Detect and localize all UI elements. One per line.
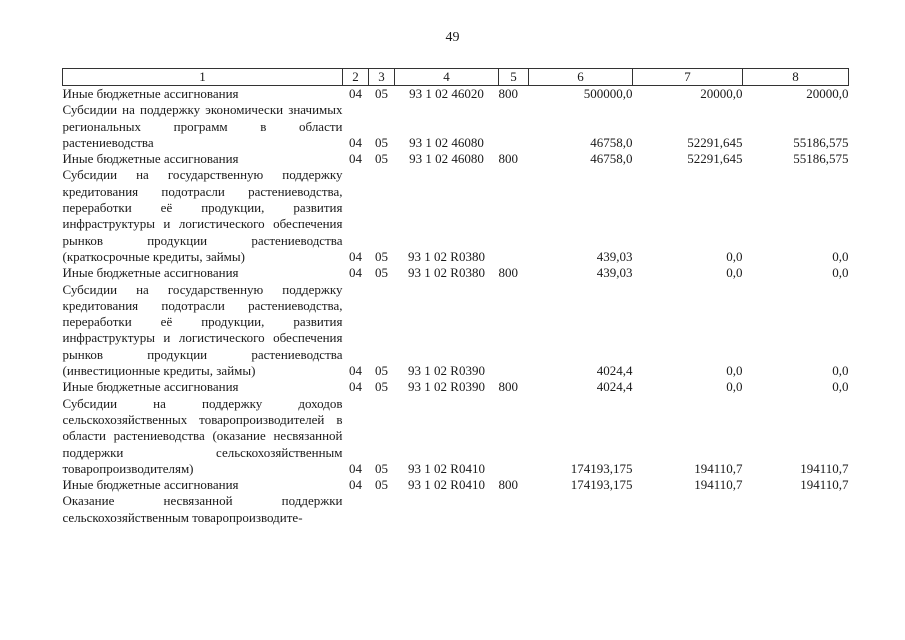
row-amount-col7: 0,0 — [726, 248, 743, 264]
page-number: 49 — [445, 30, 460, 45]
row-amount-col7: 52291,645 — [687, 151, 743, 167]
row-name: Субсидии на государственную поддержку кредитования подотрасли растениеводства, переработки её продукции, развития инфраструктуры и логистического обеспечения рынков продукции растениеводства (инвестиционные кредиты, займы) — [62, 281, 343, 379]
column-header-3: 3 — [369, 69, 395, 86]
column-header-7: 7 — [633, 69, 743, 86]
row-amount-col8: 194110,7 — [800, 460, 849, 476]
row-name: Субсидии на поддержку экономически значимых региональных программ в области растениеводства — [62, 102, 343, 150]
row-code-section: 04 — [349, 134, 362, 150]
table-row — [63, 151, 849, 167]
row-name: Иные бюджетные ассигнования — [62, 151, 239, 167]
row-expense-type — [499, 396, 529, 477]
budget-table — [62, 68, 849, 526]
table-row — [63, 265, 849, 281]
row-code-section: 04 — [349, 363, 362, 379]
row-amount-col8: 20000,0 — [806, 86, 849, 101]
row-expense-type: 800 — [498, 86, 518, 101]
row-target-article: 93 1 02 R0410 — [408, 477, 485, 493]
row-amount-col7: 0,0 — [726, 363, 743, 379]
row-code-section: 04 — [349, 379, 362, 395]
row-amount-col8: 0,0 — [832, 363, 849, 379]
row-expense-type: 800 — [498, 265, 518, 281]
row-target-article: 93 1 02 R0380 — [408, 265, 485, 281]
row-code-subsection: 05 — [375, 477, 388, 493]
row-code-subsection: 05 — [375, 265, 388, 281]
row-code-section: 04 — [349, 460, 362, 476]
row-expense-type: 800 — [498, 477, 518, 493]
row-name: Иные бюджетные ассигнования — [62, 379, 239, 395]
row-target-article: 93 1 02 46080 — [409, 151, 484, 167]
table-row — [63, 86, 849, 103]
row-amount-col6 — [529, 493, 633, 526]
row-amount-col6: 500000,0 — [583, 86, 633, 101]
row-amount-col8: 55186,575 — [793, 151, 849, 167]
row-amount-col8: 0,0 — [832, 248, 849, 264]
row-code-section: 04 — [349, 477, 362, 493]
row-code-section: 04 — [349, 248, 362, 264]
row-amount-col7: 194110,7 — [694, 460, 743, 476]
column-header-2: 2 — [343, 69, 369, 86]
row-amount-col7: 20000,0 — [700, 86, 743, 101]
row-target-article: 93 1 02 R0390 — [408, 379, 485, 395]
row-target-article — [395, 493, 499, 526]
row-code-subsection: 05 — [375, 363, 388, 379]
table-row — [63, 282, 849, 380]
row-amount-col7: 0,0 — [726, 379, 743, 395]
column-header-6: 6 — [529, 69, 633, 86]
column-header-4: 4 — [395, 69, 499, 86]
row-code-subsection: 05 — [375, 248, 388, 264]
table-row — [63, 477, 849, 493]
row-expense-type — [499, 493, 529, 526]
row-amount-col6: 174193,175 — [570, 460, 633, 476]
row-expense-type: 800 — [498, 151, 518, 167]
row-amount-col6: 4024,4 — [596, 379, 633, 395]
row-amount-col6: 439,03 — [596, 265, 633, 281]
row-amount-col7: 0,0 — [726, 265, 743, 281]
table-body — [63, 86, 849, 527]
table-row — [63, 396, 849, 477]
row-target-article: 93 1 02 46020 — [409, 86, 484, 101]
row-name: Субсидии на государственную поддержку кредитования подотрасли растениеводства, переработки её продукции, развития инфраструктуры и логистического обеспечения рынков продукции растениеводства (краткосрочные кредиты, займы) — [62, 167, 343, 264]
row-expense-type: 800 — [498, 379, 518, 395]
row-expense-type — [499, 167, 529, 265]
row-name: Иные бюджетные ассигнования — [62, 477, 239, 493]
row-amount-col8: 0,0 — [832, 265, 849, 281]
row-code-section — [343, 493, 369, 526]
table-row — [63, 102, 849, 151]
row-amount-col8: 0,0 — [832, 379, 849, 395]
row-amount-col7: 52291,645 — [687, 134, 743, 150]
row-expense-type — [499, 102, 529, 151]
row-amount-col8: 194110,7 — [800, 477, 849, 493]
row-amount-col6: 439,03 — [596, 248, 633, 264]
row-code-subsection: 05 — [375, 151, 388, 167]
column-header-1: 1 — [63, 69, 343, 86]
row-code-section: 04 — [349, 265, 362, 281]
row-code-subsection: 05 — [375, 134, 388, 150]
row-code-subsection: 05 — [375, 86, 388, 101]
row-code-subsection — [369, 493, 395, 526]
row-amount-col6: 174193,175 — [570, 477, 633, 493]
table-header-row — [63, 69, 849, 86]
row-code-subsection: 05 — [375, 460, 388, 476]
row-amount-col6: 4024,4 — [596, 363, 633, 379]
table-row — [63, 379, 849, 395]
row-amount-col7: 194110,7 — [694, 477, 743, 493]
row-target-article: 93 1 02 R0410 — [408, 460, 485, 476]
table-row — [63, 493, 849, 526]
table-row — [63, 167, 849, 265]
row-amount-col8 — [743, 493, 849, 526]
row-amount-col8: 55186,575 — [793, 134, 849, 150]
row-name: Субсидии на поддержку доходов сельскохозяйственных товаропроизводителей в области растениеводства (оказание несвязанной поддержки сельскохозяйственным товаропроизводителям) — [62, 395, 343, 476]
row-name: Иные бюджетные ассигнования — [62, 265, 239, 281]
row-expense-type — [499, 282, 529, 380]
row-name: Оказание несвязанной поддержки сельскохозяйственным товаропроизводите- — [62, 493, 343, 525]
row-name: Иные бюджетные ассигнования — [62, 86, 239, 101]
row-target-article: 93 1 02 R0380 — [408, 248, 485, 264]
column-header-5: 5 — [499, 69, 529, 86]
row-amount-col6: 46758,0 — [590, 134, 633, 150]
row-target-article: 93 1 02 46080 — [409, 134, 484, 150]
row-amount-col7 — [633, 493, 743, 526]
column-header-8: 8 — [743, 69, 849, 86]
row-amount-col6: 46758,0 — [590, 151, 633, 167]
row-target-article: 93 1 02 R0390 — [408, 363, 485, 379]
row-code-subsection: 05 — [375, 379, 388, 395]
row-code-section: 04 — [349, 151, 362, 167]
row-code-section: 04 — [349, 86, 362, 101]
